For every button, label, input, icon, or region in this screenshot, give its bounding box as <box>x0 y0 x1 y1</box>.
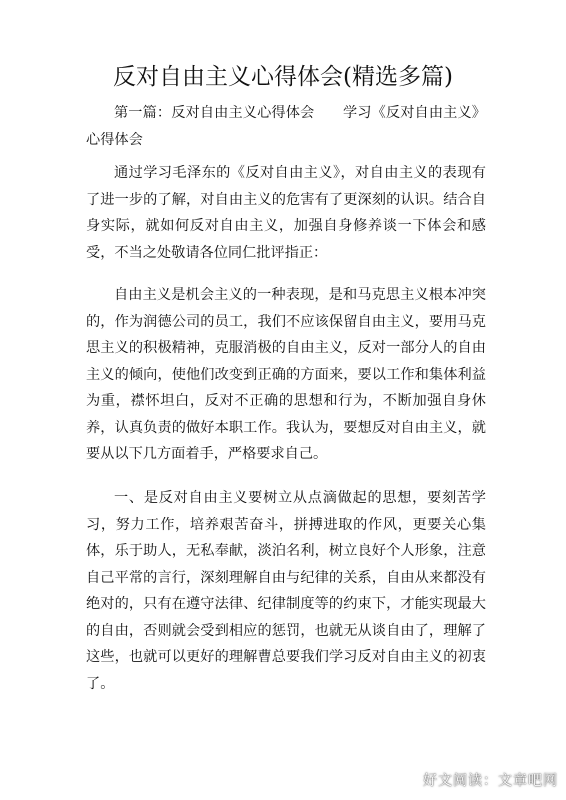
paragraph-intro: 通过学习毛泽东的《反对自由主义》，对自由主义的表现有了进一步的了解，对自由主义的危害有了更深刻的认识。结合自身实际，就如何反对自由主义，加强自身修养谈一下体会和感受，不当之处敬请各位同仁批评指正： <box>86 165 486 261</box>
paragraph-point-one: 一、是反对自由主义要树立从点滴做起的思想，要刻苦学习，努力工作，培养艰苦奋斗，拼搏进取的作风，更要关心集体，乐于助人，无私奉献，淡泊名利，树立良好个人形象，注意自己平常的言行，深刻理解自由与纪律的关系，自由从来都没有绝对的，只有在遵守法律、纪律制度等的约束下，才能实现最大的自由，否则就会受到相应的惩罚，也就无从谈自由了，理解了这些，也就可以更好的理解曹总要我们学习反对自由主义的初衷了。 <box>86 490 486 692</box>
document-title: 反对自由主义心得体会(精选多篇) <box>113 64 453 90</box>
paragraph-liberalism: 自由主义是机会主义的一种表现，是和马克思主义根本冲突的，作为润德公司的员工，我们不应该保留自由主义，要用马克思主义的积极精神，克服消极的自由主义，反对一部分人的自由主义的倾向，使他们改变到正确的方面来，要以工作和集体利益为重，襟怀坦白，反对不正确的思想和行为，不断加强自身休养，认真负责的做好本职工作。我认为，要想反对自由主义，就要从以下几方面着手，严格要求自己。 <box>86 287 486 462</box>
site-watermark: 好文阅读：文章吧网 <box>423 773 558 789</box>
section-subtitle: 第一篇：反对自由主义心得体会 学习《反对自由主义》心得体会 <box>86 105 486 148</box>
